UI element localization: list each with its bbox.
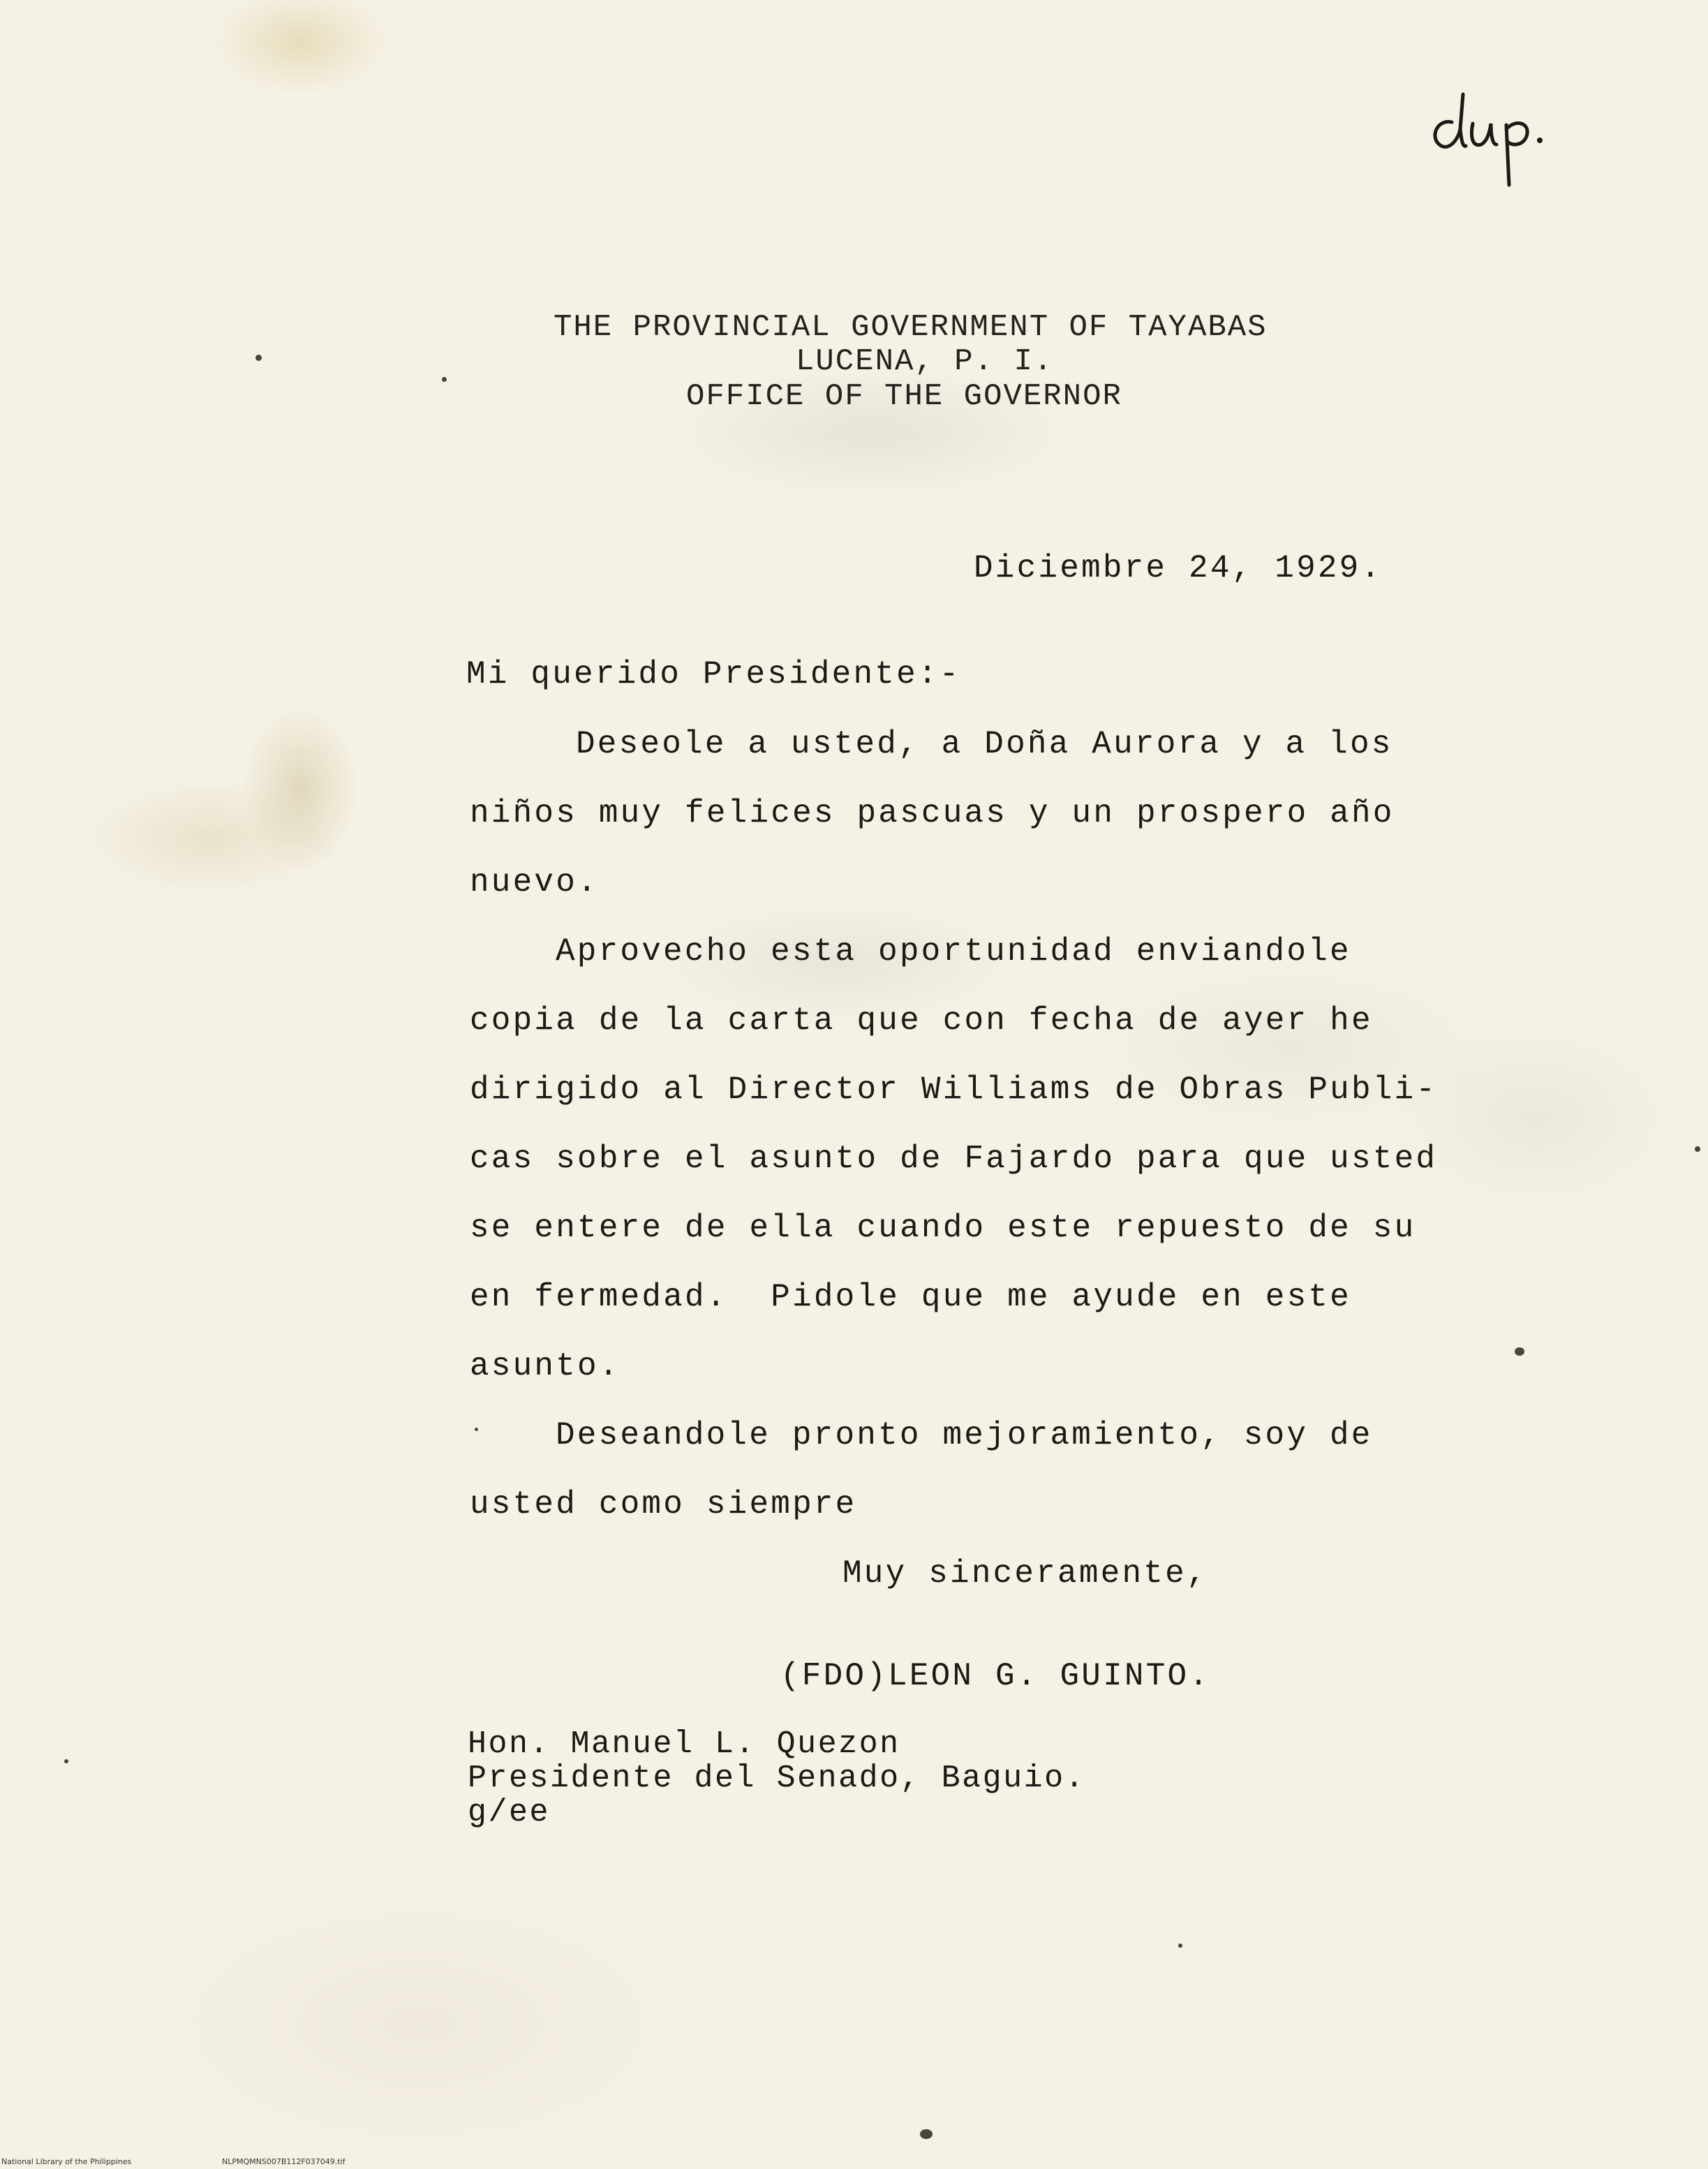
ink-speck [1515,1347,1524,1356]
body-line: dirigido al Director Williams de Obras Publi- [470,1072,1438,1108]
salutation: Mi querido Presidente:- [466,656,961,693]
ink-speck [920,2129,933,2139]
recipient-title: Presidente del Senado, Baguio. [468,1761,1086,1796]
typist-initials: g/ee [468,1795,551,1830]
handwritten-dup-annotation [1424,80,1564,199]
recipient-name: Hon. Manuel L. Quezon [468,1726,900,1762]
letterhead-line-2: LUCENA, P. I. [796,344,1054,379]
letterhead-line-3: OFFICE OF THE GOVERNOR [686,379,1122,414]
body-line: Deseole a usted, a Doña Aurora y a los [576,726,1393,762]
body-line: nuevo. [470,864,599,901]
body-line: copia de la carta que con fecha de ayer he [470,1002,1373,1039]
letter-date: Diciembre 24, 1929. [974,550,1383,586]
body-line: en fermedad. Pidole que me ayude en este [470,1279,1351,1315]
footer-file: NLPMQMNS007B112F037049.tif [222,2157,346,2166]
footer-library: National Library of the Philippines [1,2157,132,2166]
body-line: niños muy felices pascuas y un prospero año [470,795,1395,831]
ink-speck [1178,1944,1182,1948]
body-line: se entere de ella cuando este repuesto de su [470,1210,1416,1246]
ink-speck [442,377,447,382]
body-line: asunto. [470,1348,621,1384]
body-line: usted como siempre [470,1486,857,1523]
body-line: cas sobre el asunto de Fajardo para que usted [470,1141,1438,1177]
body-line: Deseandole pronto mejoramiento, soy de [556,1417,1373,1453]
ink-speck [1695,1146,1700,1152]
signature: (FDO)LEON G. GUINTO. [780,1658,1211,1694]
body-line: Aprovecho esta oportunidad enviandole [556,933,1351,970]
letterhead-line-1: THE PROVINCIAL GOVERNMENT OF TAYABAS [554,310,1268,345]
closing: Muy sinceramente, [842,1555,1208,1592]
ink-speck [64,1759,68,1763]
ink-speck [475,1428,478,1431]
ink-speck [255,355,262,361]
